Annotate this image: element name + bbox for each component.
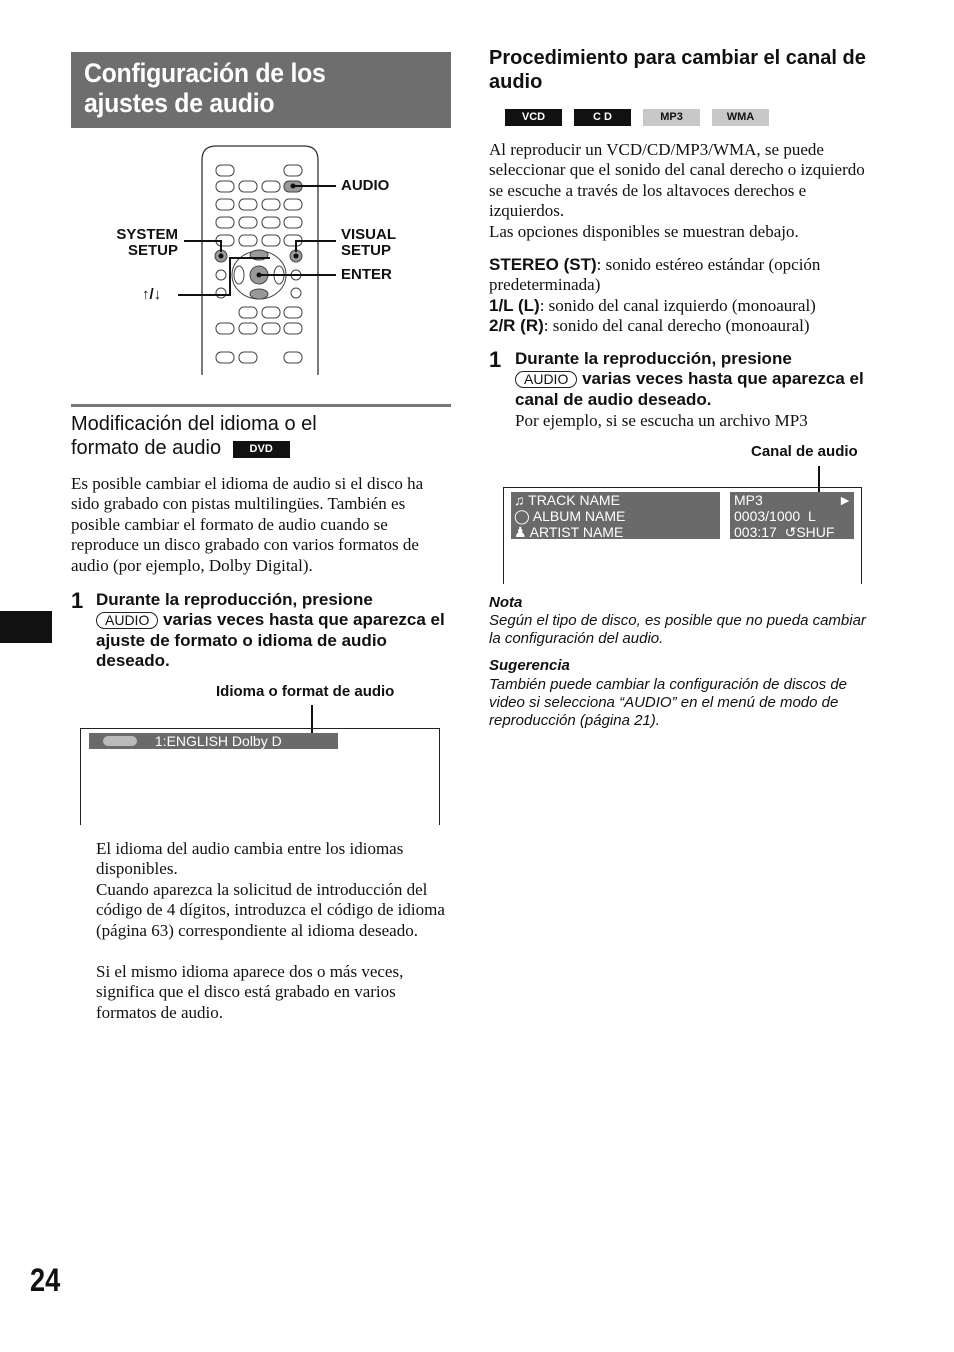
section2-body-1: Al reproducir un VCD/CD/MP3/WMA, se puede seleccionar que el sonido del canal derecho o izquierdo se escuche a través de los altavoces derechos e izquierdos.	[489, 140, 865, 221]
option-stereo-term: STEREO (ST)	[489, 255, 597, 274]
section1-heading-line2: formato de audio	[71, 437, 222, 459]
system-label-1: SYSTEM	[116, 226, 178, 243]
nota-title: Nota	[489, 594, 523, 611]
dvd-badge: DVD	[233, 441, 290, 458]
section1-step-part1: Durante la reproducción, presione	[96, 590, 373, 609]
page-number: 24	[30, 1262, 61, 1298]
osd-time-row	[730, 524, 854, 540]
section-divider	[71, 404, 451, 407]
section1-after-3: Si el mismo idioma aparece dos o más veces, significa que el disco está grabado en varios formatos de audio.	[96, 962, 404, 1022]
sugerencia-title: Sugerencia	[489, 657, 570, 674]
section1-step-part2: varias veces hasta que aparezca el ajuste de formato o idioma de audio deseado.	[96, 610, 445, 671]
enter-label: ENTER	[341, 266, 392, 283]
option-left	[489, 296, 879, 316]
section2-body-2: Las opciones disponibles se muestran debajo.	[489, 222, 799, 241]
osd-artist-row: ♟ ARTIST NAME	[514, 524, 624, 540]
shuffle-icon: ↺	[784, 524, 797, 540]
wma-badge: WMA	[712, 109, 769, 126]
play-icon: ►	[838, 492, 852, 508]
option-stereo-desc: : sonido estéreo estándar (opción predeterminada)	[489, 255, 821, 295]
osd-artist-name: ARTIST NAME	[529, 524, 624, 540]
osd-format: MP3	[734, 492, 763, 508]
section1-after-2: Cuando aparezca la solicitud de introducción del código de 4 dígitos, introduzca el código de idioma (página 63) correspondiente al idioma deseado.	[96, 880, 445, 940]
visual-label-1: VISUAL	[341, 226, 397, 243]
format-badges	[505, 107, 769, 126]
osd-count: 0003/1000	[734, 508, 801, 524]
section2-osd-right	[730, 492, 854, 539]
section1-heading-line1: Modificación del idioma o el	[71, 413, 317, 435]
disc-icon	[103, 736, 137, 746]
osd-album-name: ALBUM NAME	[532, 508, 626, 524]
section2-step-part2: varias veces hasta que aparezca el canal de audio deseado.	[515, 369, 864, 409]
sugerencia-text: También puede cambiar la configuración de discos de video si selecciona “AUDIO” en el menú de modo de reproducción (página 21).	[489, 676, 848, 729]
mp3-badge: MP3	[643, 109, 700, 126]
section1-step	[96, 590, 451, 672]
visual-label-2: SETUP	[341, 242, 392, 259]
osd-time: 003:17	[734, 524, 777, 540]
option-left-term: 1/L (L)	[489, 296, 540, 315]
section2-osd-left	[511, 492, 720, 539]
option-right-term: 2/R (R)	[489, 316, 544, 335]
section-tab-marker	[0, 611, 52, 643]
updown-label: ↑/↓	[142, 286, 162, 303]
cd-badge: C D	[574, 109, 631, 126]
vcd-badge: VCD	[505, 109, 562, 126]
audio-button: AUDIO	[96, 612, 158, 629]
audio-label: AUDIO	[341, 177, 390, 194]
section2-heading: Procedimiento para cambiar el canal de audio	[489, 47, 866, 93]
option-left-desc: : sonido del canal izquierdo (monoaural)	[539, 296, 816, 315]
system-label-2: SETUP	[127, 242, 178, 259]
section1-body: Es posible cambiar el idioma de audio si el disco ha sido grabado con pistas multilingües. También es posible cambiar el formato de audio cuando se reproduce un disco grabado con varios formatos de audio (por ejemplo, Dolby Digital).	[71, 474, 424, 575]
remote-illustration	[100, 140, 420, 380]
section1-osd-bar	[89, 733, 338, 749]
option-right	[489, 316, 879, 336]
section1-step-number: 1	[71, 588, 84, 613]
option-stereo	[489, 255, 879, 296]
section1-after-1: El idioma del audio cambia entre los idiomas disponibles.	[96, 839, 404, 879]
osd-channel: L	[807, 508, 816, 524]
nota-text: Según el tipo de disco, es posible que no pueda cambiar la configuración del audio.	[489, 612, 866, 647]
section1-osd-text: 1:ENGLISH Dolby D	[154, 733, 282, 749]
section2-step-number: 1	[489, 347, 502, 372]
osd-album-row: ◯ ALBUM NAME	[514, 508, 626, 524]
section2-callout: Canal de audio	[751, 443, 858, 460]
osd-track-row: ♫ TRACK NAME	[514, 492, 620, 508]
section2-step-part1: Durante la reproducción, presione	[515, 349, 792, 368]
audio-button-2: AUDIO	[515, 371, 577, 388]
osd-format-row	[730, 492, 854, 508]
section2-step	[515, 349, 875, 410]
page-title: Configuración de los ajustes de audio	[84, 58, 326, 118]
section1-heading	[71, 412, 451, 460]
section2-step-example: Por ejemplo, si se escucha un archivo MP3	[515, 411, 808, 430]
osd-count-row	[730, 508, 854, 524]
option-right-desc: : sonido del canal derecho (monoaural)	[543, 316, 810, 335]
section1-callout: Idioma o format de audio	[216, 683, 395, 700]
osd-track-name: TRACK NAME	[528, 492, 620, 508]
osd-shuffle: SHUF	[796, 524, 835, 540]
